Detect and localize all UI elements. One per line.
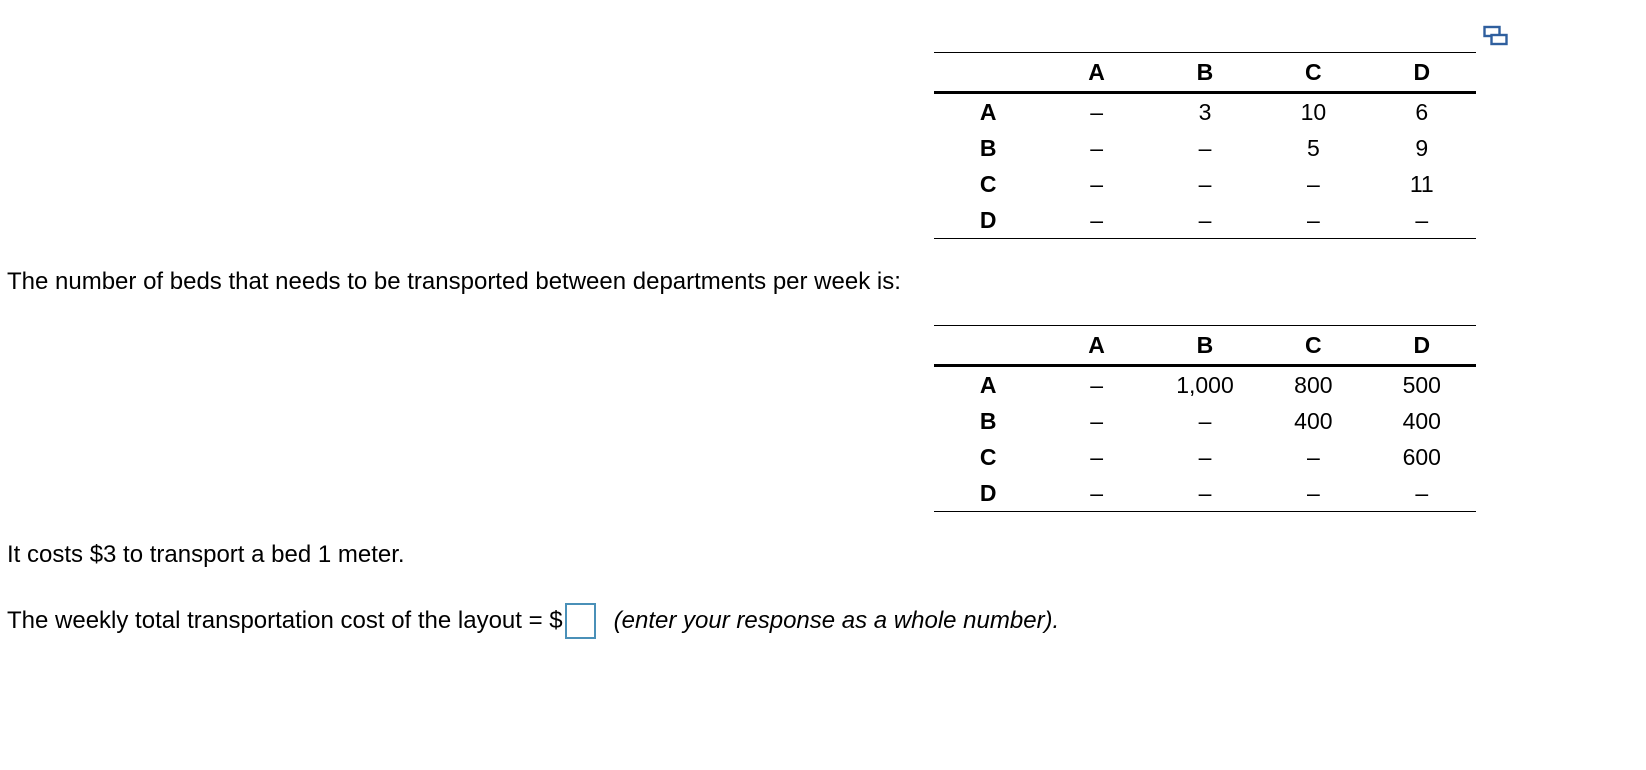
table-cell: 500 <box>1402 371 1441 398</box>
row-header: D <box>934 475 1042 512</box>
table-cell: – <box>1090 371 1103 398</box>
table-corner-cell <box>934 53 1042 93</box>
table-cell: – <box>1259 202 1367 239</box>
table-row <box>934 130 1476 166</box>
table-cell: – <box>1198 443 1212 470</box>
column-header: C <box>1259 326 1367 366</box>
table-cell: – <box>1090 443 1103 470</box>
beds-description: The number of beds that needs to be transported between departments per week is: <box>7 268 901 295</box>
table-cell: – <box>1306 170 1320 197</box>
row-header: D <box>934 202 1042 239</box>
column-header: B <box>1151 53 1259 93</box>
table-cell: 11 <box>1409 170 1434 197</box>
table-cell: – <box>1368 202 1476 239</box>
beds-table <box>934 325 1476 512</box>
table-cell: – <box>1151 475 1259 512</box>
table-row <box>934 475 1476 512</box>
answer-input[interactable] <box>565 603 596 639</box>
row-header: B <box>979 134 997 161</box>
copy-icon[interactable] <box>1483 24 1509 48</box>
column-header: D <box>1368 53 1476 93</box>
table-cell: 400 <box>1294 407 1333 434</box>
column-header: D <box>1368 326 1476 366</box>
table-row <box>934 166 1476 202</box>
cost-description: It costs $3 to transport a bed 1 meter. <box>7 541 405 568</box>
table-cell: – <box>1306 443 1320 470</box>
table-cell: – <box>1259 475 1367 512</box>
table-cell: – <box>1198 407 1212 434</box>
table-cell: – <box>1090 98 1103 125</box>
table-cell: – <box>1368 475 1476 512</box>
row-header: B <box>979 407 997 434</box>
table-cell: 400 <box>1402 407 1441 434</box>
table-row <box>934 403 1476 439</box>
table-row <box>934 439 1476 475</box>
table-cell: 600 <box>1402 443 1441 470</box>
table-row <box>934 93 1476 131</box>
table-cell: – <box>1042 475 1150 512</box>
row-header: A <box>979 98 997 125</box>
row-header: A <box>979 371 997 398</box>
table-cell: – <box>1090 170 1103 197</box>
table-cell: 800 <box>1294 371 1333 398</box>
column-header: A <box>1042 53 1150 93</box>
table-cell: 9 <box>1415 134 1429 161</box>
table-header-row <box>934 326 1476 366</box>
row-header: C <box>979 170 997 197</box>
table-cell: 3 <box>1198 98 1212 125</box>
question-line <box>7 603 1059 639</box>
answer-hint: (enter your response as a whole number). <box>613 607 1060 634</box>
column-header: A <box>1042 326 1150 366</box>
table-cell: – <box>1151 202 1259 239</box>
table-row <box>934 366 1476 404</box>
table-header-row <box>934 53 1476 93</box>
table-cell: 5 <box>1306 134 1320 161</box>
table-row <box>934 202 1476 239</box>
question-prefix: The weekly total transportation cost of the layout = $ <box>7 607 563 634</box>
column-header: C <box>1259 53 1367 93</box>
table-cell: – <box>1042 202 1150 239</box>
table-cell: – <box>1198 170 1212 197</box>
table-cell: 6 <box>1415 98 1429 125</box>
table-corner-cell <box>934 326 1042 366</box>
row-header: C <box>979 443 997 470</box>
table-cell: 10 <box>1300 98 1327 125</box>
table-cell: – <box>1198 134 1212 161</box>
table-cell: 1,000 <box>1176 371 1234 398</box>
table-cell: – <box>1090 134 1103 161</box>
column-header: B <box>1151 326 1259 366</box>
distance-table <box>934 52 1476 239</box>
table-cell: – <box>1090 407 1103 434</box>
